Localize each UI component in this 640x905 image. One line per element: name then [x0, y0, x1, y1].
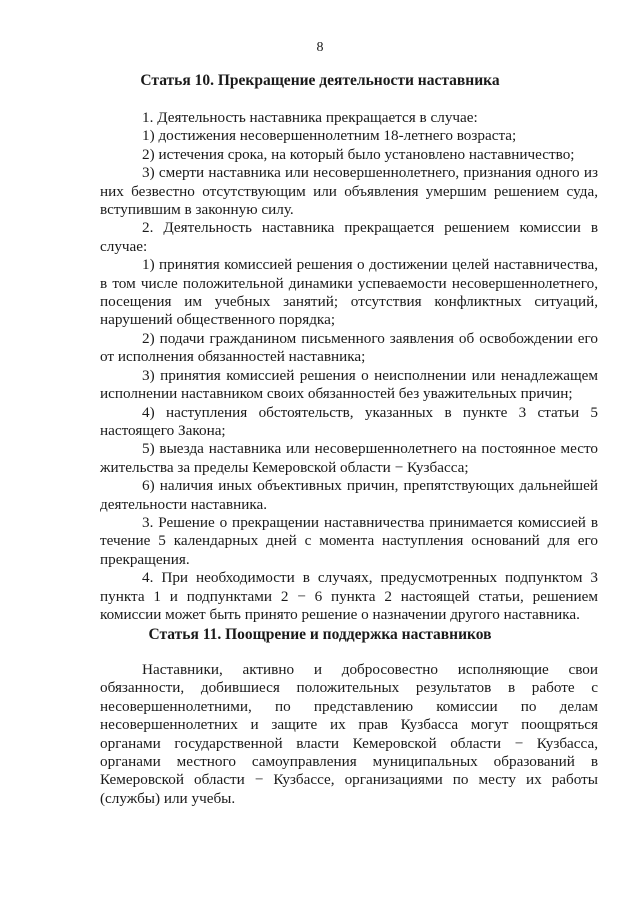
article-11-body — [100, 661, 598, 808]
paragraph: 3) принятия комиссией решения о неисполнении или ненадлежащем исполнении наставником своих обязанностей без уважительных причин; — [100, 366, 598, 403]
paragraph: 5) выезда наставника или несовершеннолетнего на постоянное место жительства за пределы Кемеровской области − Кузбасса; — [100, 440, 598, 476]
article-10-body — [100, 109, 598, 624]
paragraph: 2. Деятельность наставника прекращается решением комиссии в случае: — [100, 219, 598, 255]
paragraph: 2) подачи гражданином письменного заявления об освобождении его от исполнения обязанностей наставника; — [100, 329, 598, 366]
page-number: 8 — [316, 40, 324, 55]
paragraph: 1. Деятельность наставника прекращается в случае: — [142, 109, 478, 126]
paragraph: 4. При необходимости в случаях, предусмотренных подпунктом 3 пункта 1 и подпунктами 2 − 6 пункта 2 настоящей статьи, решением комиссии может быть принято решение о назначении другого наставника. — [100, 569, 598, 623]
paragraph: Наставники, активно и добросовестно исполняющие свои обязанности, добившиеся положительных результатов в работе с несовершеннолетними, по представлению комиссии по делам несовершеннолетних и защите их прав Кузбасса могут поощряться органами государственной власти Кемеровской области − Кузбасса, органами местного самоуправления муниципальных образований в Кемеровской области − Кузбассе, организациями по месту их работы (службы) или учебы. — [100, 661, 598, 807]
paragraph: 1) принятия комиссией решения о достижении целей наставничества, в том числе положительной динамики успеваемости несовершеннолетнего, посещения им учебных занятий; отсутствия конфликтных ситуаций, нарушений общественного порядка; — [100, 256, 598, 329]
paragraph: 3. Решение о прекращении наставничества принимается комиссией в течение 5 календарных дней с момента наступления оснований для его прекращения. — [100, 513, 598, 568]
paragraph: 1) достижения несовершеннолетним 18-летнего возраста; — [142, 127, 517, 145]
article-11-title: Статья 11. Поощрение и поддержка наставников — [148, 626, 492, 643]
paragraph: 2) истечения срока, на который было установлено наставничество; — [142, 145, 575, 163]
article-10-title: Статья 10. Прекращение деятельности наставника — [140, 72, 500, 89]
paragraph: 3) смерти наставника или несовершеннолетнего, признания одного из них безвестно отсутствующим или объявления умершим решением суда, вступившим в законную силу. — [100, 164, 598, 219]
paragraph: 6) наличия иных объективных причин, препятствующих дальнейшей деятельности наставника. — [100, 477, 598, 513]
paragraph: 4) наступления обстоятельств, указанных в пункте 3 статьи 5 настоящего Закона; — [100, 403, 598, 439]
